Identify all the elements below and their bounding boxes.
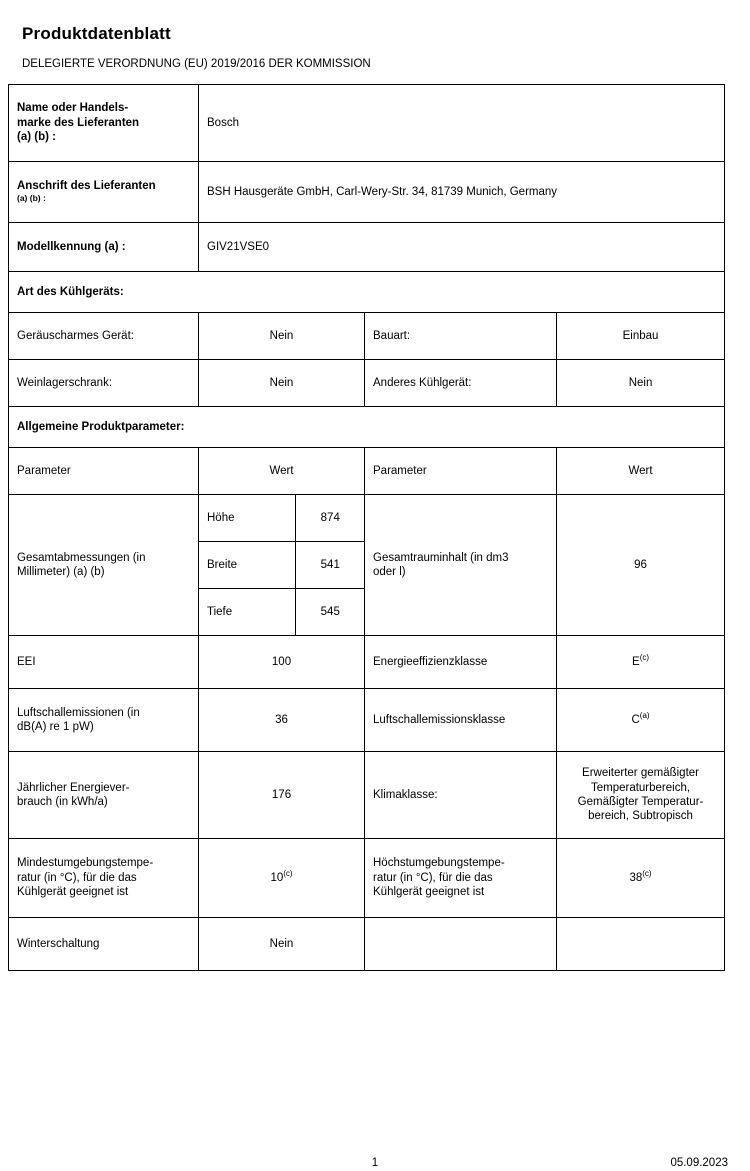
footer-date: 05.09.2023 — [670, 1157, 728, 1169]
noise-class-label: Luftschallemissionsklasse — [365, 689, 557, 752]
noise-emissions-value: 36 — [199, 689, 365, 752]
column-header-value-2: Wert — [557, 448, 725, 495]
low-noise-value: Nein — [199, 313, 365, 360]
climate-class-line4: bereich, Subtropisch — [588, 810, 693, 823]
supplier-address-value: BSH Hausgeräte GmbH, Carl-Wery-Str. 34, 81739 Munich, Germany — [199, 162, 725, 223]
dimension-row-depth — [199, 589, 365, 636]
noise-emissions-label-line1: Luftschallemissionen (in — [17, 706, 140, 719]
table-row-column-headers — [9, 448, 725, 495]
noise-emissions-label — [9, 689, 199, 752]
dimensions-label — [9, 495, 199, 636]
winter-setting-label: Winterschaltung — [9, 918, 199, 971]
annual-energy-value: 176 — [199, 752, 365, 839]
max-temperature-label-line3: Kühlgerät geeignet ist — [373, 886, 485, 899]
page-number: 1 — [371, 1157, 379, 1169]
table-row-general-header — [9, 407, 725, 448]
noise-class-footnote: (a) — [639, 711, 650, 721]
datasheet-container — [8, 8, 724, 971]
supplier-name-label-line3: (a) (b) : — [17, 131, 56, 144]
table-row-type-1 — [9, 313, 725, 360]
supplier-address-label-sup: (a) (b) : — [17, 192, 46, 203]
table-row-supplier-address — [9, 162, 725, 223]
climate-class-line3: Gemäßigter Temperatur- — [577, 796, 704, 808]
dimension-label-height: Höhe — [199, 495, 295, 542]
dimensions-label-line1: Gesamtabmessungen (in — [17, 551, 146, 564]
annual-energy-label-line2: brauch (in kWh/a) — [17, 796, 108, 808]
dimension-value-width: 541 — [295, 542, 365, 589]
noise-class-letter: C — [631, 714, 640, 726]
total-volume-label-line1: Gesamtrauminhalt (in dm3 — [373, 551, 509, 564]
supplier-name-value: Bosch — [199, 85, 725, 162]
dimensions-label-line2: Millimeter) (a) (b) — [17, 566, 105, 578]
supplier-address-label-text: Anschrift des Lieferanten — [17, 180, 156, 192]
energy-class-footnote: (c) — [639, 653, 650, 663]
min-temperature-value — [199, 839, 365, 918]
dimension-label-depth: Tiefe — [199, 589, 295, 636]
total-volume-label — [365, 495, 557, 636]
energy-class-value — [557, 636, 725, 689]
energy-class-label: Energieeffizienzklasse — [365, 636, 557, 689]
table-row-type-header — [9, 272, 725, 313]
supplier-name-label — [9, 85, 199, 162]
regulation-subtitle: DELEGIERTE VERORDNUNG (EU) 2019/2016 DER KOMMISSION — [22, 58, 371, 70]
construction-label: Bauart: — [365, 313, 557, 360]
table-row-eei — [9, 636, 725, 689]
max-temperature-number: 38 — [629, 872, 643, 884]
table-row-model — [9, 223, 725, 272]
dimension-row-width — [199, 542, 365, 589]
min-temperature-label-line2: ratur (in °C), für die das — [17, 871, 137, 884]
supplier-address-label — [9, 162, 199, 223]
other-appliance-value: Nein — [557, 360, 725, 407]
supplier-name-label-line1: Name oder Handels- — [17, 102, 129, 115]
total-volume-value: 96 — [557, 495, 725, 636]
noise-emissions-label-line2: dB(A) re 1 pW) — [17, 721, 94, 733]
max-temperature-value — [557, 839, 725, 918]
min-temperature-label-line1: Mindestumgebungstempe- — [17, 857, 154, 870]
noise-class-value — [557, 689, 725, 752]
datasheet-table — [8, 84, 725, 971]
other-appliance-label: Anderes Kühlgerät: — [365, 360, 557, 407]
dimension-value-height: 874 — [295, 495, 365, 542]
climate-class-line2: Temperaturbereich, — [590, 781, 691, 794]
page-title: Produktdatenblatt — [22, 24, 171, 43]
winter-empty-cell-1 — [365, 918, 557, 971]
column-header-parameter-1: Parameter — [9, 448, 199, 495]
dimensions-subtable — [199, 495, 365, 635]
eei-value: 100 — [199, 636, 365, 689]
wine-cabinet-value: Nein — [199, 360, 365, 407]
min-temperature-number: 10 — [270, 872, 284, 884]
supplier-name-label-line2: marke des Lieferanten — [17, 116, 140, 129]
climate-class-value — [557, 752, 725, 839]
min-temperature-label-line3: Kühlgerät geeignet ist — [17, 886, 129, 899]
climate-class-label: Klimaklasse: — [365, 752, 557, 839]
table-row-type-2 — [9, 360, 725, 407]
max-temperature-label-line2: ratur (in °C), für die das — [373, 871, 493, 884]
dimension-label-width: Breite — [199, 542, 295, 589]
max-temperature-footnote: (c) — [642, 869, 652, 879]
min-temperature-label — [9, 839, 199, 918]
winter-setting-value: Nein — [199, 918, 365, 971]
model-label: Modellkennung (a) : — [9, 223, 199, 272]
low-noise-label: Geräuscharmes Gerät: — [9, 313, 199, 360]
dimensions-subtable-cell — [199, 495, 365, 636]
column-header-parameter-2: Parameter — [365, 448, 557, 495]
table-row-winter-setting — [9, 918, 725, 971]
table-row-energy-consumption — [9, 752, 725, 839]
max-temperature-label — [365, 839, 557, 918]
dimension-value-depth: 545 — [295, 589, 365, 636]
total-volume-label-line2: oder l) — [373, 566, 406, 578]
table-row-dimensions — [9, 495, 725, 636]
table-row-supplier-name — [9, 85, 725, 162]
type-section-header: Art des Kühlgeräts: — [9, 272, 725, 313]
eei-label: EEI — [9, 636, 199, 689]
min-temperature-footnote: (c) — [283, 869, 293, 879]
table-row-temperature — [9, 839, 725, 918]
column-header-value-1: Wert — [199, 448, 365, 495]
winter-empty-cell-2 — [557, 918, 725, 971]
model-value: GIV21VSE0 — [199, 223, 725, 272]
energy-class-letter: E — [632, 656, 640, 668]
wine-cabinet-label: Weinlagerschrank: — [9, 360, 199, 407]
table-row-noise — [9, 689, 725, 752]
annual-energy-label — [9, 752, 199, 839]
dimension-row-height — [199, 495, 365, 542]
climate-class-line1: Erweiterter gemäßigter — [582, 767, 699, 780]
annual-energy-label-line1: Jährlicher Energiever- — [17, 781, 130, 794]
construction-value: Einbau — [557, 313, 725, 360]
max-temperature-label-line1: Höchstumgebungstempe- — [373, 857, 505, 870]
general-section-header: Allgemeine Produktparameter: — [9, 407, 725, 448]
